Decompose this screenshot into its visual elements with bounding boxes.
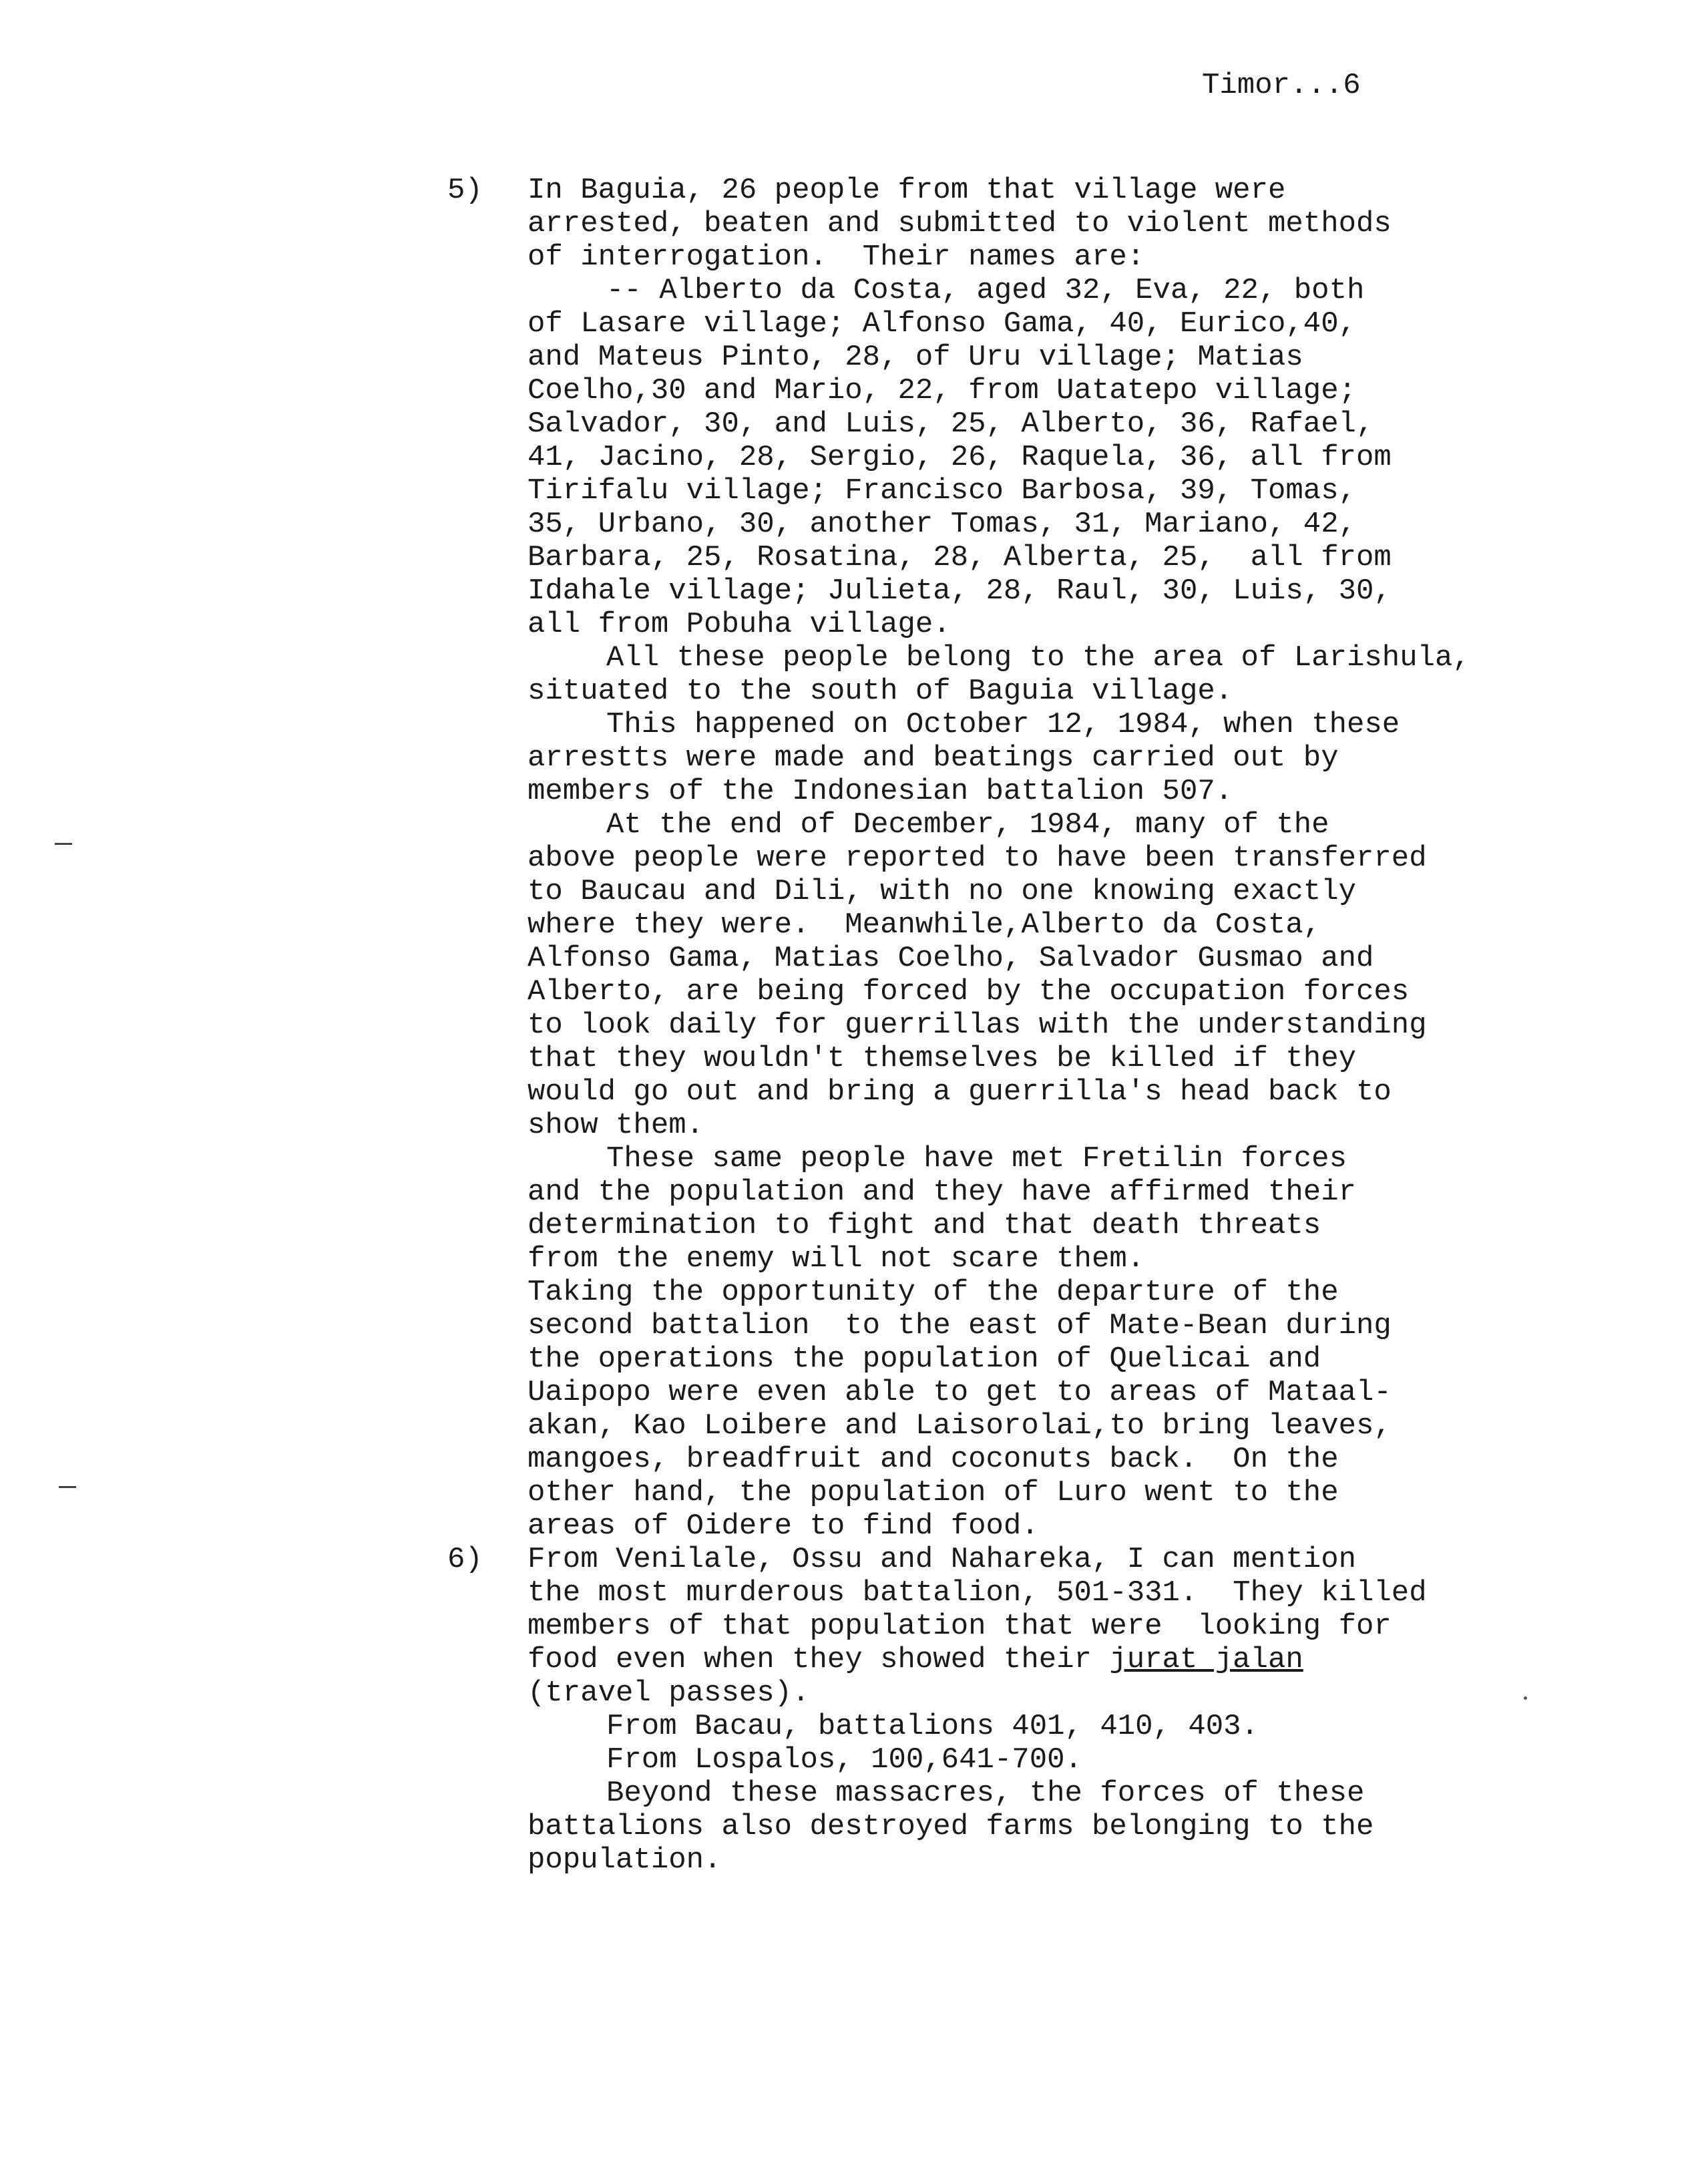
section-5 (447, 174, 1609, 1543)
text-line: These same people have met Fretilin forces (606, 1142, 1347, 1175)
text-line: arrested, beaten and submitted to violent methods (528, 207, 1392, 240)
text-line: situated to the south of Baguia village. (528, 675, 1233, 708)
text-line: 35, Urbano, 30, another Tomas, 31, Mariano, 42, (528, 508, 1357, 541)
scan-mark (55, 843, 72, 845)
text-line: to Baucau and Dili, with no one knowing exactly (528, 875, 1357, 908)
text-line: above people were reported to have been transferred (528, 842, 1427, 875)
text-line: second battalion to the east of Mate-Bean during (528, 1309, 1392, 1342)
text-line: From Bacau, battalions 401, 410, 403. (606, 1710, 1259, 1743)
section-number: 6) (447, 1543, 483, 1576)
text-line: population. (528, 1843, 722, 1877)
text-line: From Lospalos, 100,641-700. (606, 1743, 1082, 1777)
text-line: the operations the population of Quelicai and (528, 1342, 1321, 1376)
text-line: akan, Kao Loibere and Laisorolai,to bring leaves, (528, 1409, 1392, 1443)
underlined-term: jurat jalan (1109, 1643, 1303, 1676)
text-line: where they were. Meanwhile,Alberto da Costa, (528, 908, 1321, 942)
text-line: show them. (528, 1109, 704, 1142)
text-line: other hand, the population of Luro went to the (528, 1476, 1339, 1509)
text-line: Taking the opportunity of the departure of the (528, 1276, 1339, 1309)
text-line: areas of Oidere to find food. (528, 1509, 1039, 1543)
text-line (528, 1643, 1609, 1676)
text-line: the most murderous battalion, 501-331. They killed (528, 1576, 1427, 1610)
text-line: battalions also destroyed farms belonging to the (528, 1810, 1374, 1843)
text-line: and the population and they have affirmed their (528, 1175, 1357, 1209)
text-line: (travel passes). (528, 1676, 810, 1710)
text-line: At the end of December, 1984, many of the (606, 808, 1329, 842)
text-line: All these people belong to the area of Larishula, (606, 641, 1470, 675)
text-line: would go out and bring a guerrilla's head back to (528, 1075, 1392, 1109)
text-line: Uaipopo were even able to get to areas of Mataal- (528, 1376, 1392, 1409)
scan-mark (59, 1486, 76, 1488)
text-line: of Lasare village; Alfonso Gama, 40, Eurico,40, (528, 307, 1357, 341)
text-line: Coelho,30 and Mario, 22, from Uatatepo village; (528, 374, 1357, 407)
text-line: 41, Jacino, 28, Sergio, 26, Raquela, 36, all from (528, 441, 1392, 474)
text-line: Barbara, 25, Rosatina, 28, Alberta, 25, all from (528, 541, 1392, 574)
text-line: of interrogation. Their names are: (528, 240, 1145, 274)
text-line: members of that population that were looking for (528, 1610, 1392, 1643)
text-line: Salvador, 30, and Luis, 25, Alberto, 36, Rafael, (528, 407, 1374, 441)
section-number: 5) (447, 174, 483, 207)
text-line: This happened on October 12, 1984, when these (606, 708, 1400, 741)
text-line: from the enemy will not scare them. (528, 1242, 1145, 1276)
text-line: Beyond these massacres, the forces of these (606, 1777, 1365, 1810)
text-line: members of the Indonesian battalion 507. (528, 775, 1233, 808)
text-line: Idahale village; Julieta, 28, Raul, 30, Luis, 30, (528, 574, 1392, 608)
text-line: all from Pobuha village. (528, 608, 951, 641)
section-6 (447, 1543, 1609, 1877)
text-line: -- Alberto da Costa, aged 32, Eva, 22, both (606, 274, 1365, 307)
text-line: Alberto, are being forced by the occupation forces (528, 975, 1410, 1009)
text-line: In Baguia, 26 people from that village were (528, 174, 1286, 207)
text-line: to look daily for guerrillas with the understanding (528, 1009, 1427, 1042)
page-label: Timor...6 (1202, 69, 1361, 102)
text-line-prefix: food even when they showed their (528, 1643, 1110, 1676)
text-line: Alfonso Gama, Matias Coelho, Salvador Gusmao and (528, 942, 1374, 975)
text-line: mangoes, breadfruit and coconuts back. On the (528, 1443, 1339, 1476)
text-line: determination to fight and that death threats (528, 1209, 1321, 1242)
text-line: and Mateus Pinto, 28, of Uru village; Matias (528, 341, 1303, 374)
text-line: From Venilale, Ossu and Nahareka, I can mention (528, 1543, 1357, 1576)
text-line: arrestts were made and beatings carried out by (528, 741, 1339, 775)
text-line: that they wouldn't themselves be killed if they (528, 1042, 1357, 1075)
text-line: Tirifalu village; Francisco Barbosa, 39, Tomas, (528, 474, 1357, 508)
